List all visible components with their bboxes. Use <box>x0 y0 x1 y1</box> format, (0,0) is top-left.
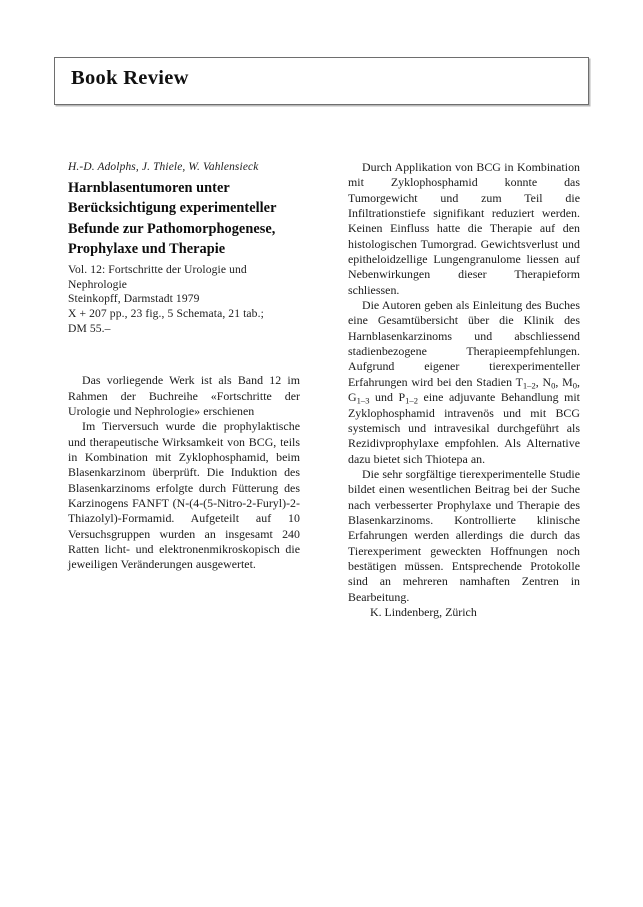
reviewed-work-title: Harnblasentumoren unter Berücksichtigung experimenteller Befunde zur Pathomorphogenese, Prophylaxe und Therapie <box>68 180 277 258</box>
biblio-series-line-2: Nephrologie <box>68 277 128 291</box>
stage-m-subscript: 0 <box>572 380 578 391</box>
page-title: Book Review <box>71 67 189 89</box>
right-column-body <box>348 160 580 620</box>
stage-separator-4: und P <box>369 390 406 405</box>
left-paragraph-1: Das vorliegende Werk ist als Band 12 im Rahmen der Buchreihe «Fortschritte der Urologie und Nephrologie» erschienen <box>68 373 300 418</box>
reviewer-signature: K. Lindenberg, Zürich <box>370 604 477 619</box>
biblio-publisher: Steinkopff, Darmstadt 1979 <box>68 292 200 306</box>
book-review-header-box <box>54 57 589 105</box>
stage-separator-1: , N <box>535 374 552 389</box>
biblio-extent: X + 207 pp., 23 fig., 5 Schemata, 21 tab.; <box>68 307 264 321</box>
right-paragraph-2-text-after-stages: eine adjuvante Behandlung mit Zyklophosphamid intravenös und mit BCG systemisch und intravesikal durchgeführt als Rezidivprophylaxe empfohlen. Als Alternative dazu bietet sich Thiotepa an. <box>348 390 581 466</box>
two-column-body <box>68 160 580 620</box>
stage-g-subscript: 1–3 <box>356 395 370 406</box>
right-column <box>348 160 580 620</box>
right-paragraph-2 <box>348 298 580 467</box>
stage-separator-3: , G <box>348 374 581 405</box>
stage-n-subscript: 0 <box>551 380 556 391</box>
biblio-series-line-1: Vol. 12: Fortschritte der Urologie und <box>68 262 247 276</box>
left-column-body <box>68 373 300 572</box>
left-paragraph-2: Im Tierversuch wurde die prophylaktische und therapeutische Wirksamkeit von BCG, teils in Kombination mit Zyklophosphamid, beim Blasenkarzinom überprüft. Die Induktion des Blasenkarzinoms erfolgte durch Fütterung des Karzinogens FANFT (N-(4-(5-Nitro-2-Furyl)-2-Thiazolyl)-Formamid. Aufgeteilt auf 10 Versuchsgruppen wurden an insgesamt 240 Ratten licht- und elektronenmikroskopisch die jeweiligen Veränderungen ausgewertet. <box>68 419 300 572</box>
bibliographic-details <box>68 263 300 338</box>
right-paragraph-2-text-before-stages: Die Autoren geben als Einleitung des Buches eine Gesamtübersicht über die Klinik des Harnblasenkarzinoms und abschliessend stadienbezogene Therapieempfehlungen. Aufgrund eigener tierexperimenteller Erfahrungen wird bei den Stadien T <box>348 298 580 389</box>
stage-t-subscript: 1–2 <box>522 380 536 391</box>
stage-p-subscript: 1–2 <box>405 395 418 406</box>
biblio-price: DM 55.– <box>68 322 111 336</box>
stage-separator-2: , M <box>555 374 573 389</box>
right-paragraph-1: Durch Applikation von BCG in Kombination mit Zyklophosphamid konnte das Tumorgewicht und zum Teil die Infiltrationstiefe signifikant reduziert werden. Keinen Einfluss hatte die Therapie auf den histologischen Tumorgrad. Gewichtsverlust und epitheloidzellige Lungengranulome liessen auf Nebenwirkungen dieser Therapieform schliessen. <box>348 160 580 297</box>
right-paragraph-3: Die sehr sorgfältige tierexperimentelle Studie bildet einen wesentlichen Beitrag bei der Suche nach verbesserter Prophylaxe und Therapie des Blasenkarzinoms. Kontrollierte klinische Erfahrungen werden allerdings die durch das Tierexperiment geweckten Hoffnungen noch bestätigen müssen. Entsprechende Protokolle sind an mehreren namhaften Zentren in Bearbeitung. <box>348 466 580 604</box>
left-column <box>68 160 300 573</box>
review-authors: H.-D. Adolphs, J. Thiele, W. Vahlensieck <box>68 161 259 173</box>
